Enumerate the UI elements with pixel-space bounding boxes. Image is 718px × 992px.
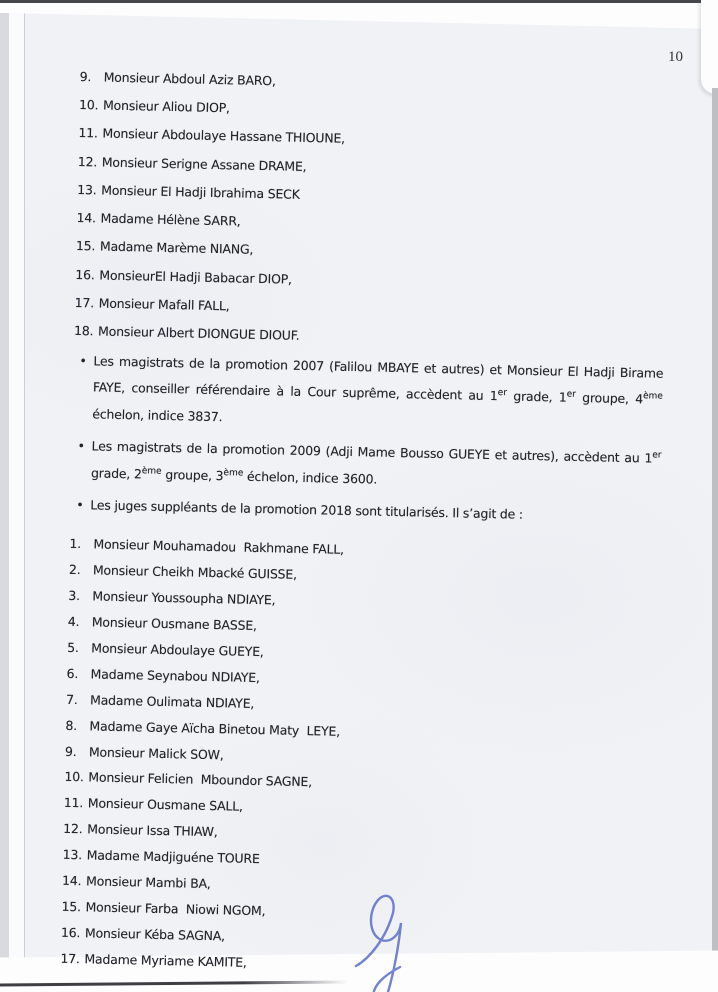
- paragraph-text: échelon, indice 3837.: [92, 406, 223, 425]
- ordinal-superscript: er: [566, 390, 576, 401]
- ordinal-superscript: ème: [223, 468, 244, 479]
- bullet-paragraph: [71, 433, 662, 499]
- list-item-text: Madame Gaye Aïcha Binetou Maty LEYE,: [89, 718, 341, 739]
- list-item-number: 13.: [77, 181, 97, 198]
- list-item-number: 15.: [75, 238, 96, 254]
- list-item-text: Monsieur Abdoul Aziz BARO,: [103, 69, 276, 88]
- list-item-number: 4.: [67, 613, 80, 630]
- list-item-number: 9.: [79, 68, 92, 84]
- list-item-text: Monsieur Mafall FALL,: [98, 295, 230, 314]
- list-item-number: 17.: [60, 950, 80, 966]
- list-item-text: Madame Myriame KAMITE,: [84, 950, 247, 970]
- paragraph-text: Les magistrats de la promotion 2007 (Falilou MBAYE et autres) et Monsieur El Hadji Birame FAYE, conseiller référendaire à la Cour suprême, accèdent au 1: [92, 353, 664, 404]
- ordinal-superscript: er: [497, 388, 508, 399]
- paragraph-text: grade, 1: [506, 388, 567, 406]
- list-item-number: 11.: [78, 125, 98, 141]
- scan-left-margin: [0, 0, 9, 992]
- list-item-text: Monsieur Aliou DIOP,: [102, 97, 230, 116]
- list-item-text: Monsieur Cheikh Mbacké GUISSE,: [92, 562, 298, 583]
- bullet-paragraph: [72, 348, 664, 440]
- list-item-text: Madame Madjiguéne TOURE: [86, 847, 260, 867]
- scan-top-edge-line: [0, 0, 718, 3]
- list-item-number: 5.: [67, 639, 79, 656]
- ordinal-superscript: ème: [642, 391, 663, 403]
- page-corner-curl: [701, 0, 718, 94]
- list-item-number: 10.: [78, 96, 99, 113]
- paragraph-text: grade, 2: [90, 465, 142, 482]
- list-item-text: Madame Oulimata NDIAYE,: [89, 692, 255, 711]
- scan-right-edge: [712, 88, 718, 992]
- ordinal-superscript: er: [652, 450, 662, 462]
- list-item-number: 12.: [77, 153, 98, 169]
- signature-icon: [350, 886, 434, 992]
- document-content: [60, 62, 672, 984]
- list-item-text: Monsieur Kéba SAGNA,: [84, 925, 226, 944]
- bullet-paragraph: [70, 492, 660, 531]
- paragraph-text: Les juges suppléants de la promotion 2018 sont titularisés. Il s’agit de :: [90, 497, 524, 523]
- list-item-number: 2.: [68, 562, 81, 578]
- list-item-number: 9.: [64, 743, 77, 759]
- list-item-number: 11.: [63, 795, 84, 811]
- list-item-text: Monsieur Abdoulaye GUEYE,: [91, 640, 264, 660]
- list-item-text: Monsieur Farba Niowi NGOM,: [85, 899, 266, 919]
- list-item-number: 7.: [65, 691, 78, 707]
- list-item-text: Monsieur Malick SOW,: [88, 743, 224, 762]
- list-item-text: Monsieur Felicien Mboundor SAGNE,: [88, 769, 313, 790]
- promotion-paragraphs: [70, 348, 666, 532]
- list-item-text: Monsieur Youssoupha NDIAYE,: [92, 588, 276, 608]
- bullet-icon: •: [76, 497, 84, 513]
- list-item-text: Monsieur Serigne Assane DRAME,: [101, 154, 307, 174]
- page-left-edge: [9, 0, 25, 992]
- list-item-number: 14.: [61, 872, 82, 889]
- list-item-text: Monsieur Abdoulaye Hassane THIOUNE,: [102, 125, 346, 147]
- list-item-number: 17.: [74, 294, 95, 311]
- list-item-text: Monsieur Ousmane SALL,: [87, 795, 243, 815]
- list-item-text: Madame Seynabou NDIAYE,: [90, 666, 260, 685]
- paragraph-text: Les magistrats de la promotion 2009 (Adji Mame Bousso GUEYE et autres), accèdent au 1: [91, 438, 653, 467]
- paragraph-text: groupe, 4: [575, 390, 644, 407]
- list-item-number: 3.: [68, 588, 81, 604]
- magistrates-list: [74, 62, 672, 358]
- list-item-text: Monsieur El Hadji Ibrahima SECK: [101, 182, 300, 202]
- list-item-number: 10.: [64, 769, 84, 785]
- list-item-number: 8.: [65, 717, 78, 733]
- paragraph-text: échelon, indice 3600.: [243, 468, 378, 487]
- list-item-number: 18.: [73, 323, 94, 339]
- ordinal-superscript: ème: [141, 466, 162, 477]
- list-item-text: Monsieur Albert DIONGUE DIOUF.: [97, 323, 300, 344]
- paragraph-text: groupe, 3: [161, 466, 224, 484]
- page-top-edge: [0, 3, 718, 29]
- list-item-text: Monsieur Mambi BA,: [85, 873, 211, 892]
- list-item-number: 15.: [61, 898, 82, 915]
- list-item-number: 1.: [69, 536, 82, 552]
- list-item-text: Monsieur Mouhamadou Rakhmane FALL,: [93, 536, 345, 558]
- list-item-number: 14.: [76, 210, 97, 226]
- bullet-icon: •: [77, 438, 85, 454]
- page-number: 10: [668, 49, 683, 65]
- list-item-number: 6.: [66, 665, 79, 681]
- list-item-number: 16.: [75, 266, 95, 283]
- list-item-number: 13.: [62, 846, 83, 863]
- list-item-text: Madame Hélène SARR,: [100, 210, 241, 229]
- list-item-text: Monsieur Issa THIAW,: [87, 821, 218, 840]
- list-item-text: MonsieurEl Hadji Babacar DIOP,: [99, 267, 292, 287]
- bullet-icon: •: [79, 353, 87, 369]
- list-item-text: Madame Marème NIANG,: [99, 238, 254, 258]
- list-item-number: 16.: [60, 924, 81, 940]
- list-item-number: 12.: [63, 821, 83, 837]
- list-item-text: Monsieur Ousmane BASSE,: [91, 614, 257, 634]
